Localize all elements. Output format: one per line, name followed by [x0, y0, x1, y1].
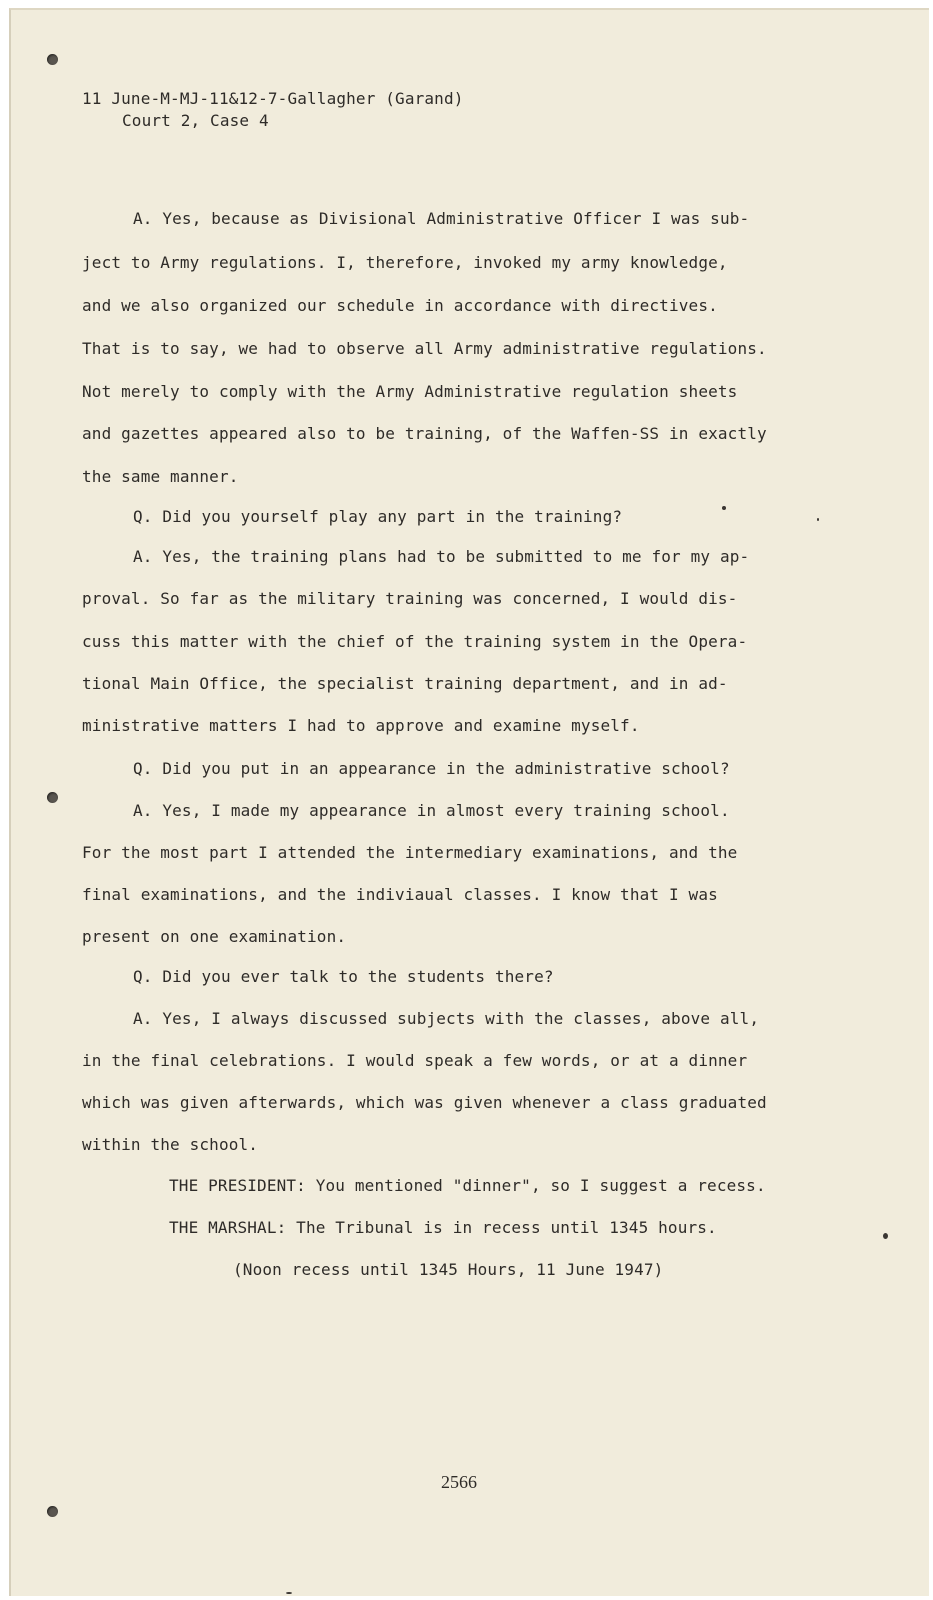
body-line: the same manner. [82, 467, 239, 486]
question-line: Q. Did you put in an appearance in the administrative school? [133, 759, 730, 778]
body-line: A. Yes, because as Divisional Administrative Officer I was sub- [133, 209, 750, 228]
question-line: Q. Did you ever talk to the students there? [133, 967, 554, 986]
body-line: ministrative matters I had to approve and examine myself. [82, 716, 640, 735]
paper-speck [286, 1592, 292, 1594]
body-line: cuss this matter with the chief of the training system in the Opera- [82, 632, 748, 651]
page-number: 2566 [441, 1472, 477, 1492]
body-line: That is to say, we had to observe all Army administrative regulations. [82, 339, 767, 358]
answer-line: A. Yes, I made my appearance in almost every training school. [133, 801, 730, 820]
body-line: tional Main Office, the specialist training department, and in ad- [82, 674, 728, 693]
header-line-2: Court 2, Case 4 [122, 111, 269, 130]
recess-note: (Noon recess until 1345 Hours, 11 June 1947) [233, 1260, 664, 1279]
body-line: For the most part I attended the intermediary examinations, and the [82, 843, 738, 862]
header-line-1: 11 June-M-MJ-11&12-7-Gallagher (Garand) [82, 89, 464, 108]
paper-speck [722, 506, 726, 510]
punch-hole [47, 792, 58, 803]
body-line: proval. So far as the military training was concerned, I would dis- [82, 589, 738, 608]
marshal-line: THE MARSHAL: The Tribunal is in recess until 1345 hours. [169, 1218, 717, 1237]
body-line: which was given afterwards, which was given whenever a class graduated [82, 1093, 767, 1112]
body-line: Not merely to comply with the Army Administrative regulation sheets [82, 382, 738, 401]
question-line: Q. Did you yourself play any part in the training? [133, 507, 623, 526]
paper-speck [883, 1233, 888, 1239]
body-line: and we also organized our schedule in accordance with directives. [82, 296, 718, 315]
document-page [9, 8, 929, 1596]
body-line: final examinations, and the indiviaual classes. I know that I was [82, 885, 718, 904]
body-line: in the final celebrations. I would speak a few words, or at a dinner [82, 1051, 748, 1070]
body-line: present on one examination. [82, 927, 347, 946]
body-line: and gazettes appeared also to be training, of the Waffen-SS in exactly [82, 424, 767, 443]
answer-line: A. Yes, the training plans had to be submitted to me for my ap- [133, 547, 750, 566]
punch-hole [47, 54, 58, 65]
body-line: within the school. [82, 1135, 259, 1154]
body-line: ject to Army regulations. I, therefore, invoked my army knowledge, [82, 253, 728, 272]
punch-hole [47, 1506, 58, 1517]
answer-line: A. Yes, I always discussed subjects with the classes, above all, [133, 1009, 760, 1028]
paper-speck [817, 518, 819, 521]
president-line: THE PRESIDENT: You mentioned "dinner", so I suggest a recess. [169, 1176, 766, 1195]
